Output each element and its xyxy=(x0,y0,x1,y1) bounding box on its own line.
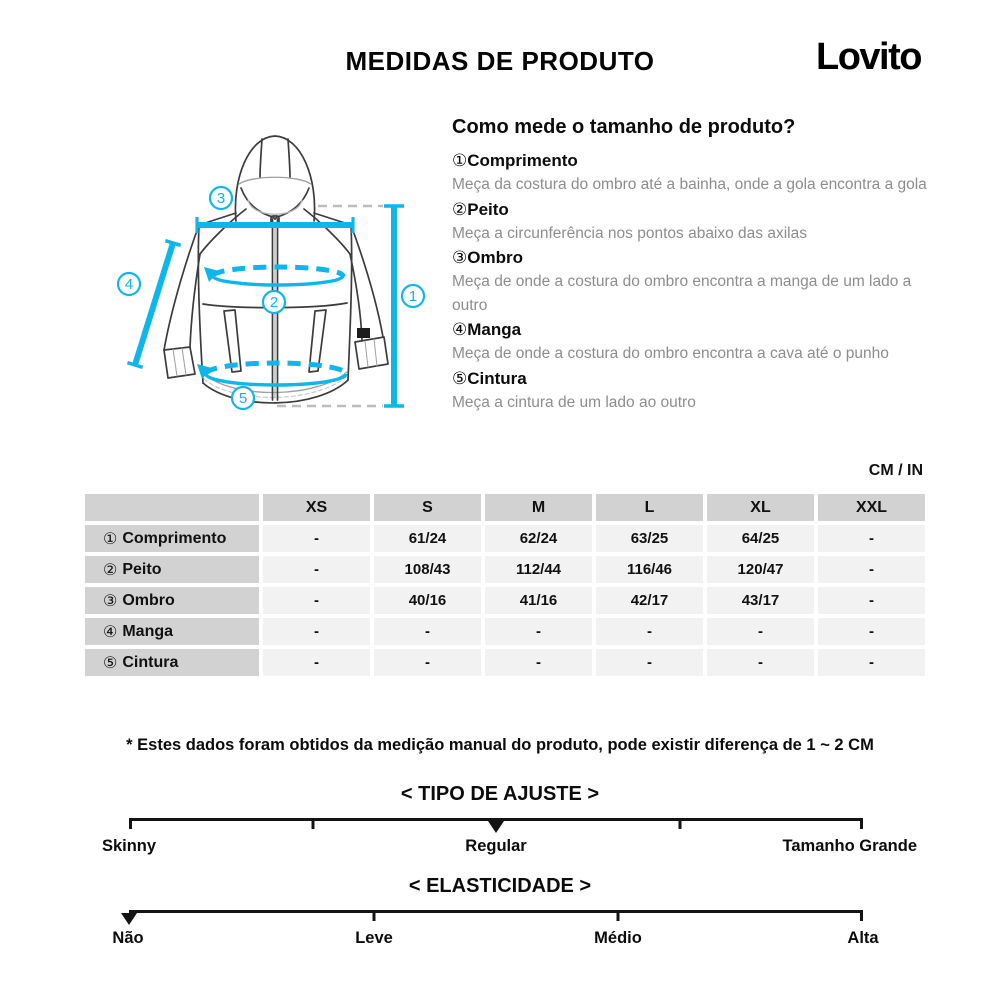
callout-5 xyxy=(232,387,254,409)
fit-scale xyxy=(129,818,863,834)
table-value: - xyxy=(263,649,370,676)
table-value: 116/46 xyxy=(596,556,703,583)
table-value: 120/47 xyxy=(707,556,814,583)
stretch-label-medio: Médio xyxy=(594,929,642,947)
callout-1 xyxy=(402,285,424,307)
column-header: XL xyxy=(707,494,814,521)
table-value: 62/24 xyxy=(485,525,592,552)
table-value: - xyxy=(485,618,592,645)
brand-logo: Lovito xyxy=(816,36,921,78)
fit-scale-marker xyxy=(488,821,504,833)
measurement-disclaimer: * Estes dados foram obtidos da medição manual do produto, pode existir diferença de 1 ~ 2 CM xyxy=(126,736,874,754)
column-header: XS xyxy=(263,494,370,521)
column-header: L xyxy=(596,494,703,521)
table-value: 42/17 xyxy=(596,587,703,614)
guide-item-desc: Meça a circunferência nos pontos abaixo das axilas xyxy=(452,224,807,242)
stretch-label-nao: Não xyxy=(112,929,144,947)
table-value: - xyxy=(263,618,370,645)
table-value: - xyxy=(374,649,481,676)
stretch-label-alta: Alta xyxy=(847,929,879,947)
circled-number: ① xyxy=(452,151,468,170)
stretch-label-leve: Leve xyxy=(355,929,393,947)
cuff-right-ribs xyxy=(365,339,377,367)
hood-seam-right xyxy=(288,139,290,177)
hood xyxy=(235,136,314,221)
fit-label-tamanho-grande: Tamanho Grande xyxy=(782,837,917,855)
row-label: ④ Manga xyxy=(85,618,259,645)
table-value: - xyxy=(818,649,925,676)
guide-item-label: ②Peito xyxy=(452,199,509,219)
table-value: - xyxy=(818,556,925,583)
measure-waist-ellipse-top xyxy=(206,363,346,374)
table-value: 63/25 xyxy=(596,525,703,552)
stretch-scale-heading: < ELASTICIDADE > xyxy=(408,875,592,897)
table-value: 40/16 xyxy=(374,587,481,614)
guide-heading: Como mede o tamanho de produto? xyxy=(452,116,796,138)
circled-number: ③ xyxy=(103,592,118,610)
svg-text:3: 3 xyxy=(216,190,226,207)
table-value: - xyxy=(707,618,814,645)
units-label: CM / IN xyxy=(868,462,923,479)
column-header: XXL xyxy=(818,494,925,521)
jacket-measurement-diagram xyxy=(100,120,430,450)
table-corner-cell xyxy=(85,494,259,521)
table-value: 43/17 xyxy=(707,587,814,614)
raglan-right xyxy=(304,209,350,254)
guide-item-desc: Meça de onde a costura do ombro encontra a cava até o punho xyxy=(452,345,889,362)
circled-number: ① xyxy=(103,530,118,548)
table-value: - xyxy=(707,649,814,676)
guide-item-label: ③Ombro xyxy=(452,248,523,267)
circled-number: ② xyxy=(103,561,118,579)
cuff-left-ribs xyxy=(173,348,186,376)
table-value: 112/44 xyxy=(485,556,592,583)
size-table xyxy=(85,494,925,676)
table-value: 61/24 xyxy=(374,525,481,552)
fit-label-skinny: Skinny xyxy=(101,837,157,855)
row-label: ② Peito xyxy=(85,556,259,583)
table-value: - xyxy=(596,649,703,676)
guide-item-label: ⑤Cintura xyxy=(452,368,527,388)
body-right xyxy=(348,225,352,380)
column-header: S xyxy=(374,494,481,521)
page-title: MEDIDAS DE PRODUTO xyxy=(345,46,655,76)
table-value: 41/16 xyxy=(485,587,592,614)
sleeve-brand-patch xyxy=(357,328,370,338)
fit-scale-heading: < TIPO DE AJUSTE > xyxy=(400,783,600,805)
svg-text:1: 1 xyxy=(408,288,418,305)
row-label: ③ Ombro xyxy=(85,587,259,614)
guide-item-desc: Meça da costura do ombro até a bainha, onde a gola encontra a gola xyxy=(452,176,927,193)
circled-number: ④ xyxy=(452,320,468,339)
stretch-scale-line xyxy=(129,910,863,913)
table-value: 64/25 xyxy=(707,525,814,552)
raglan-left xyxy=(200,209,246,254)
circled-number: ③ xyxy=(452,248,468,267)
measure-guide xyxy=(452,116,944,415)
column-header: M xyxy=(485,494,592,521)
guide-item-label: ④Manga xyxy=(452,320,522,339)
guide-item-desc: Meça de onde a costura do ombro encontra a manga de um lado a outro xyxy=(452,273,912,314)
table-value: - xyxy=(263,587,370,614)
table-value: - xyxy=(818,525,925,552)
circled-number: ④ xyxy=(103,623,118,641)
stretch-scale xyxy=(129,910,863,926)
stretch-scale-marker xyxy=(121,913,137,925)
callout-3 xyxy=(210,187,232,209)
svg-text:4: 4 xyxy=(124,276,134,293)
table-value: - xyxy=(263,556,370,583)
row-label: ⑤ Cintura xyxy=(85,649,259,676)
circled-number: ② xyxy=(452,199,468,219)
svg-text:2: 2 xyxy=(269,294,279,311)
hood-seam-left xyxy=(260,139,262,177)
callout-2 xyxy=(263,291,285,313)
guide-item-desc: Meça a cintura de um lado ao outro xyxy=(452,393,696,411)
pocket-left xyxy=(224,310,241,372)
table-value: - xyxy=(818,618,925,645)
table-value: - xyxy=(596,618,703,645)
fit-label-regular: Regular xyxy=(465,837,527,855)
svg-text:5: 5 xyxy=(238,390,248,407)
table-value: - xyxy=(263,525,370,552)
hood-cross-seam xyxy=(239,177,311,184)
measure-sleeve-line xyxy=(135,243,173,365)
table-value: - xyxy=(374,618,481,645)
measure-waist-ellipse-bottom xyxy=(206,374,346,385)
table-value: - xyxy=(818,587,925,614)
callout-4 xyxy=(118,273,140,295)
guide-item-label: ①Comprimento xyxy=(452,151,578,170)
row-label: ① Comprimento xyxy=(85,525,259,552)
sleeve-left-outer xyxy=(164,225,199,350)
table-value: - xyxy=(485,649,592,676)
cuff-right xyxy=(355,337,388,369)
circled-number: ⑤ xyxy=(103,654,118,672)
table-value: 108/43 xyxy=(374,556,481,583)
cuff-left xyxy=(164,347,195,378)
circled-number: ⑤ xyxy=(452,368,468,388)
collar-inner xyxy=(248,200,302,214)
